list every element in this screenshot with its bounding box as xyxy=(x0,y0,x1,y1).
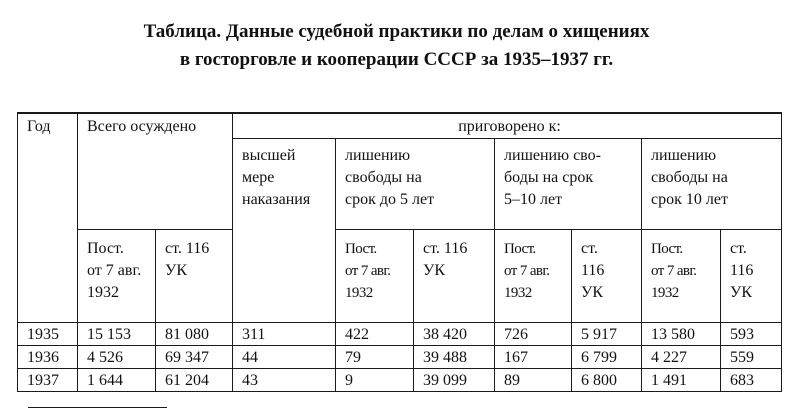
cell-total-decree: 1 644 xyxy=(78,369,156,392)
page-title xyxy=(0,18,793,74)
subheader-total-decree: Пост. от 7 авг. 1932 xyxy=(78,230,156,323)
cell-10-article: 593 xyxy=(721,323,782,346)
table-row xyxy=(18,369,782,392)
subheader-under5-decree: Пост. от 7 авг. 1932 xyxy=(336,230,414,323)
header-sentenced-to: приговорено к: xyxy=(233,113,782,139)
subheader-10-article: ст. 116 УК xyxy=(721,230,782,323)
subheader-5-10-article: ст. 116 УК xyxy=(572,230,642,323)
cell-year: 1936 xyxy=(18,346,78,369)
subheader-total-article: ст. 116 УК xyxy=(156,230,233,323)
cell-under5-article: 38 420 xyxy=(414,323,495,346)
subheader-under5-article: ст. 116 УК xyxy=(414,230,495,323)
header-total-convicted: Всего осуждено xyxy=(78,113,233,230)
cell-total-decree: 15 153 xyxy=(78,323,156,346)
header-year: Год xyxy=(18,113,78,323)
cell-death: 311 xyxy=(233,323,336,346)
cell-total-article: 81 080 xyxy=(156,323,233,346)
cell-under5-article: 39 488 xyxy=(414,346,495,369)
cell-10-decree: 13 580 xyxy=(642,323,721,346)
cell-under5-decree: 422 xyxy=(336,323,414,346)
table-row xyxy=(18,323,782,346)
subheader-10-decree: Пост. от 7 авг. 1932 xyxy=(642,230,721,323)
cell-10-decree: 4 227 xyxy=(642,346,721,369)
cell-total-article: 69 347 xyxy=(156,346,233,369)
cell-death: 43 xyxy=(233,369,336,392)
subheader-5-10-decree: Пост. от 7 авг. 1932 xyxy=(495,230,572,323)
cell-under5-decree: 79 xyxy=(336,346,414,369)
cell-10-article: 559 xyxy=(721,346,782,369)
header-prison-under-5: лишению свободы на срок до 5 лет xyxy=(336,139,495,230)
cell-5-10-article: 5 917 xyxy=(572,323,642,346)
header-prison-10: лишению свободы на срок 10 лет xyxy=(642,139,782,230)
header-death-penalty: высшей мере наказания xyxy=(233,139,336,323)
cell-10-decree: 1 491 xyxy=(642,369,721,392)
court-practice-table xyxy=(17,112,782,392)
header-row-1 xyxy=(18,113,782,139)
cell-5-10-decree: 167 xyxy=(495,346,572,369)
table-row xyxy=(18,346,782,369)
cell-year: 1937 xyxy=(18,369,78,392)
cell-10-article: 683 xyxy=(721,369,782,392)
cell-total-decree: 4 526 xyxy=(78,346,156,369)
cell-5-10-decree: 89 xyxy=(495,369,572,392)
title-line-2: в госторговле и кооперации СССР за 1935–1937 гг. xyxy=(179,49,614,70)
cell-death: 44 xyxy=(233,346,336,369)
header-row-3 xyxy=(18,230,782,323)
cell-total-article: 61 204 xyxy=(156,369,233,392)
title-line-1: Таблица. Данные судебной практики по делам о хищениях xyxy=(143,21,650,42)
cell-under5-article: 39 099 xyxy=(414,369,495,392)
footnote-divider xyxy=(28,407,167,408)
cell-5-10-decree: 726 xyxy=(495,323,572,346)
header-prison-5-10: лишению сво- боды на срок 5–10 лет xyxy=(495,139,642,230)
cell-under5-decree: 9 xyxy=(336,369,414,392)
cell-year: 1935 xyxy=(18,323,78,346)
cell-5-10-article: 6 800 xyxy=(572,369,642,392)
cell-5-10-article: 6 799 xyxy=(572,346,642,369)
